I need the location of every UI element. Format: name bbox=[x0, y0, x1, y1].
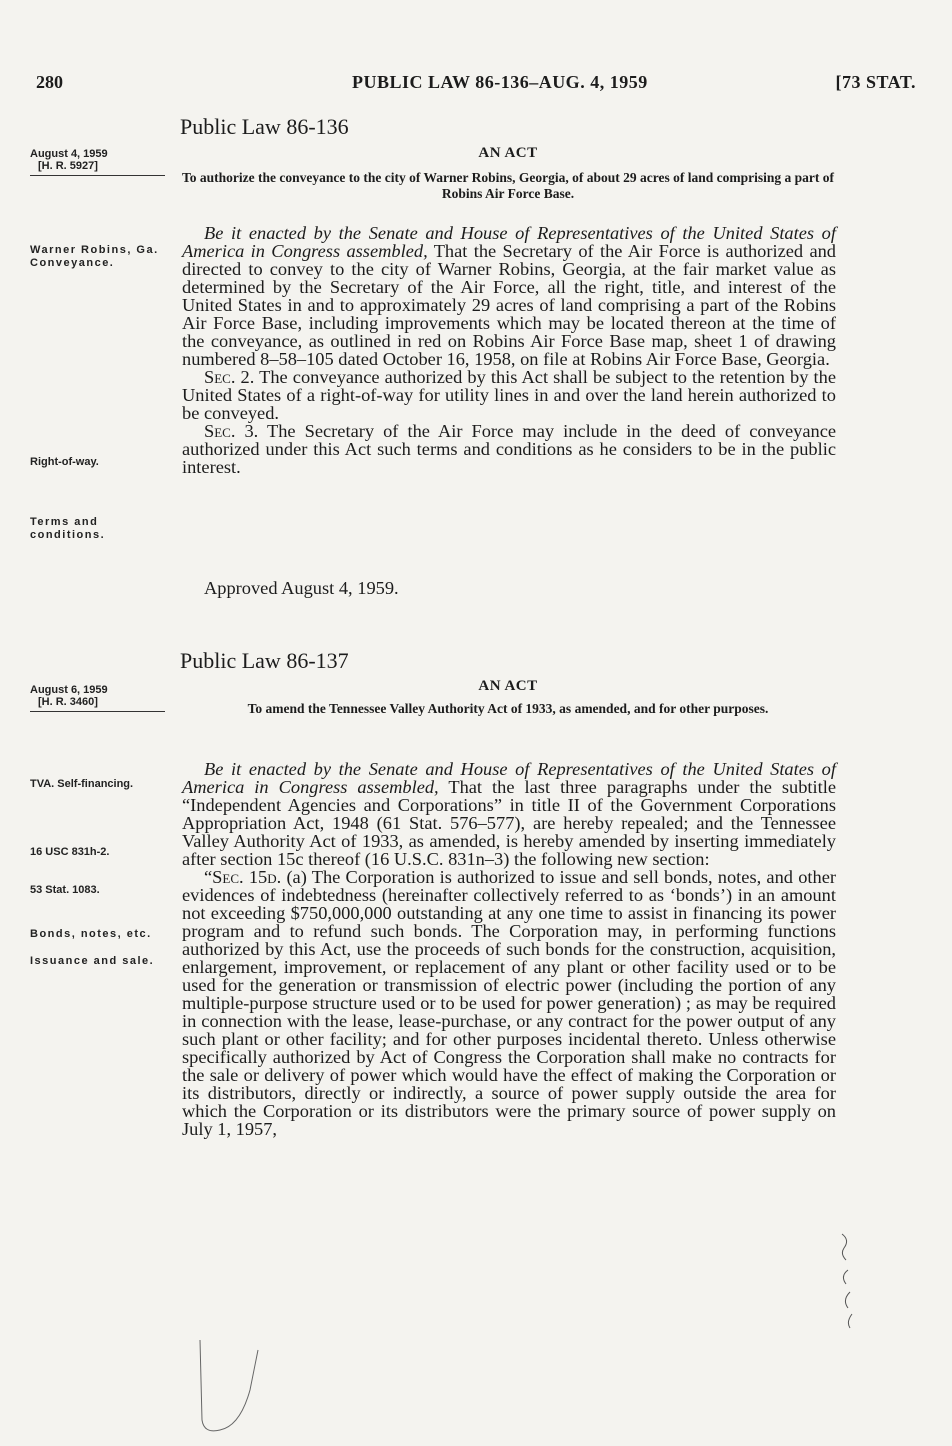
law2-date: August 6, 1959 bbox=[30, 684, 108, 696]
law1-act-heading: AN ACT bbox=[478, 145, 538, 161]
law1-sec1-text: That the Secretary of the Air Force is authorized and directed to convey to the city of Warner Robins, Georgia, at the fair market value as determined by the Secretary of the Air Force, all the right, title, and interest of the United States in and to approximately 29 acres of land comprising a part of the Robins Air Force Base, including improvements which may be located thereon at the time of the conveyance, as outlined in red on Robins Air Force Base map, sheet 1 of drawing numbered 8–58–105 dated October 16, 1958, on file at Robins Air Force Base, Georgia. bbox=[182, 241, 836, 369]
law2-section-1 bbox=[182, 760, 836, 868]
law2-para1-text: That the last three paragraphs under the subtitle “Independent Agencies and Corporations” in title II of the Government Corporations Appropriation Act, 1948 (61 Stat. 576–577), are hereby repealed; and the Tennessee Valley Authority Act of 1933, as amended, is hereby amended by inserting immediately after section 15c thereof (16 U.S.C. 831n–3) the following new section: bbox=[182, 777, 837, 869]
law2-body bbox=[182, 760, 836, 1138]
law2-bill: [H. R. 3460] bbox=[38, 696, 98, 708]
law2-sec15d-text: (a) The Corporation is authorized to issue and sell bonds, notes, and other evidences of indebtedness (hereinafter collectively referred to as ‘bonds’) in an amount not exceeding $750,000,000 outstanding at any one time to assist in financing its power program and to refund such bonds. The Corporation may, in performing functions authorized by this Act, use the proceeds of such bonds for the construction, acquisition, enlargement, improvement, or replacement of any plant or other facility used or to be used for the generation or transmission of electric power (including the portion of any multiple-purpose structure used or to be used for power generation) ; as may be required in connection with the lease, lease-purchase, or any contract for the power output of any such plant or other facility; and for other purposes incidental thereto. Unless otherwise specifically authorized by Act of Congress the Corporation shall make no contracts for the sale or delivery of power which would have the effect of making the Corporation or its distributors, directly or indirectly, a source of power supply outside the area for which the Corporation or its distributors were the primary source of power supply on July 1, 1957, bbox=[182, 867, 836, 1139]
law1-bill: [H. R. 5927] bbox=[38, 160, 98, 172]
law1-section-3 bbox=[182, 422, 836, 476]
handwritten-scribble bbox=[180, 1330, 270, 1440]
law2-section-15d bbox=[182, 868, 836, 1138]
law2-title: Public Law 86-137 bbox=[180, 648, 349, 673]
margin-note-tva: TVA. Self-financing. bbox=[30, 778, 134, 790]
law2-act-heading: AN ACT bbox=[478, 678, 538, 694]
law1-body bbox=[182, 224, 836, 476]
law2-rule bbox=[30, 711, 165, 712]
law1-date: August 4, 1959 bbox=[30, 148, 108, 160]
law1-sec2-label: Sec. 2. bbox=[204, 367, 255, 387]
law1-sec2-text: The conveyance authorized by this Act shall be subject to the retention by the United States of a right-of-way for utility lines in and over the land herein authorized to be conveyed. bbox=[182, 367, 836, 423]
volume-reference: [73 STAT. bbox=[835, 72, 916, 92]
law2-enacting-clause: Be it enacted by the Senate and House of Representatives of the United States of America in Congress assembled, bbox=[182, 759, 836, 797]
law1-section-2 bbox=[182, 368, 836, 422]
page-number: 280 bbox=[36, 72, 63, 92]
law1-approved: Approved August 4, 1959. bbox=[204, 578, 399, 598]
law1-title: Public Law 86-136 bbox=[180, 114, 349, 139]
law1-purpose: To authorize the conveyance to the city of Warner Robins, Georgia, of about 29 acres of land comprising a part of Robins Air Force Base. bbox=[182, 170, 834, 201]
margin-note-usc: 16 USC 831h-2. bbox=[30, 846, 110, 858]
margin-note-conveyance: Warner Robins, Ga. Conveyance. bbox=[30, 244, 159, 269]
handwritten-margin-mark bbox=[836, 1230, 860, 1330]
law1-sec3-label: Sec. 3. bbox=[204, 421, 259, 441]
margin-note-bonds: Bonds, notes, etc. bbox=[30, 928, 152, 940]
running-header bbox=[36, 72, 916, 100]
margin-note-stat: 53 Stat. 1083. bbox=[30, 884, 100, 896]
margin-note-terms: Terms and conditions. bbox=[30, 516, 106, 541]
law1-enacting-clause: Be it enacted by the Senate and House of Representatives of the United States of America in Congress assembled, bbox=[182, 223, 836, 261]
law1-section-1 bbox=[182, 224, 836, 368]
law1-rule bbox=[30, 175, 165, 176]
law1-sec3-text: The Secretary of the Air Force may include in the deed of conveyance authorized under this Act such terms and conditions as he considers to be in the public interest. bbox=[182, 421, 837, 477]
margin-note-issuance: Issuance and sale. bbox=[30, 955, 155, 967]
law2-sec15d-label: “Sec. 15d. bbox=[204, 867, 282, 887]
header-title: PUBLIC LAW 86-136–AUG. 4, 1959 bbox=[352, 72, 648, 92]
law2-purpose: To amend the Tennessee Valley Authority Act of 1933, as amended, and for other purposes. bbox=[247, 701, 769, 716]
margin-note-right-of-way: Right-of-way. bbox=[30, 456, 99, 468]
